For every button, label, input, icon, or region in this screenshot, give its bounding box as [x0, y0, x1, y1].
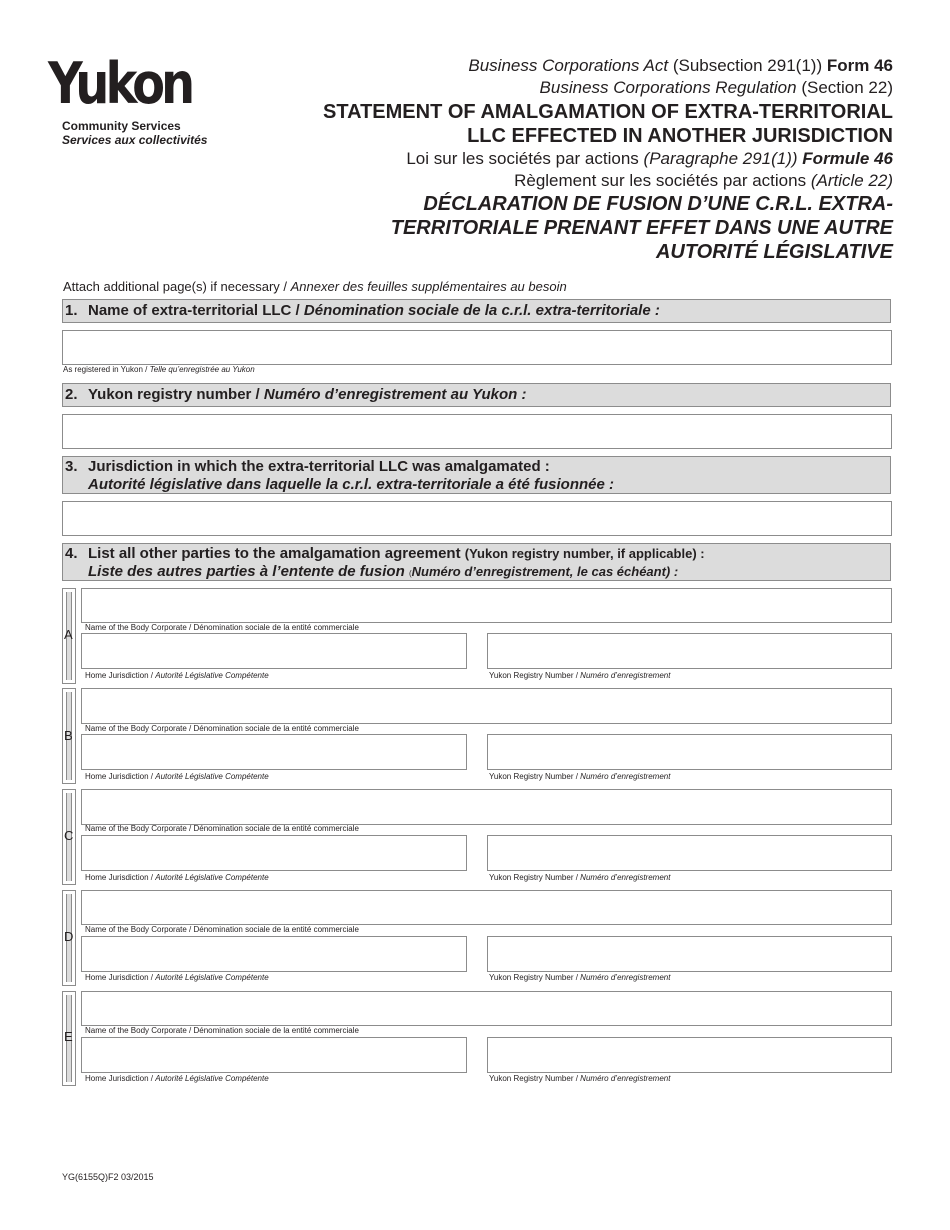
party-b-registry-hint: Yukon Registry Number / Numéro d’enregistrement — [489, 772, 671, 781]
logo-department-en: Community Services — [62, 119, 181, 133]
party-b-letter: B — [64, 728, 73, 743]
party-a-name-field[interactable] — [81, 588, 892, 623]
yukon-registry-number-field[interactable] — [62, 414, 892, 449]
party-c-letter: C — [64, 828, 74, 843]
party-d-jurisdiction-hint: Home Jurisdiction / Autorité Législative Compétente — [85, 973, 269, 982]
party-e-registry-hint: Yukon Registry Number / Numéro d’enregistrement — [489, 1074, 671, 1083]
party-d-letter: D — [64, 929, 74, 944]
party-e-name-hint: Name of the Body Corporate / Dénomination sociale de la entité commerciale — [85, 1026, 359, 1035]
party-b-jurisdiction-hint: Home Jurisdiction / Autorité Législative Compétente — [85, 772, 269, 781]
party-a-jurisdiction-hint: Home Jurisdiction / Autorité Législative Compétente — [85, 671, 269, 680]
header-regulation-fr: Règlement sur les sociétés par actions (Article 22) — [514, 171, 893, 190]
party-b-registry-field[interactable] — [487, 734, 892, 770]
form-number-en: Form 46 — [826, 56, 893, 75]
logo-wordmark: Yukon — [48, 51, 192, 118]
party-e-name-field[interactable] — [81, 991, 892, 1026]
party-c-name-field[interactable] — [81, 789, 892, 825]
party-c-jurisdiction-field[interactable] — [81, 835, 467, 871]
party-a-jurisdiction-field[interactable] — [81, 633, 467, 669]
llc-name-hint: As registered in Yukon / Telle qu’enregistrée au Yukon — [63, 365, 255, 374]
llc-name-field[interactable] — [62, 330, 892, 365]
party-b-name-hint: Name of the Body Corporate / Dénomination sociale de la entité commerciale — [85, 724, 359, 733]
form-code: YG(6155Q)F2 03/2015 — [62, 1172, 154, 1182]
header-act-en: Business Corporations Act (Subsection 291(1)) Form 46 — [468, 56, 893, 75]
logo-department-fr: Services aux collectivités — [62, 133, 208, 147]
party-c-name-hint: Name of the Body Corporate / Dénomination sociale de la entité commerciale — [85, 824, 359, 833]
party-a-registry-hint: Yukon Registry Number / Numéro d’enregistrement — [489, 671, 671, 680]
header-act-fr: Loi sur les sociétés par actions (Paragraphe 291(1)) Formule 46 — [406, 149, 893, 168]
section-1-header: 1. Name of extra-territorial LLC / Dénomination sociale de la c.r.l. extra-territoriale : — [62, 299, 891, 323]
party-d-name-field[interactable] — [81, 890, 892, 925]
party-a-name-hint: Name of the Body Corporate / Dénomination sociale de la entité commerciale — [85, 623, 359, 632]
form-number-fr: Formule 46 — [802, 149, 893, 168]
yukon-logo — [48, 51, 218, 151]
party-e-letter: E — [64, 1029, 73, 1044]
attach-note: Attach additional page(s) if necessary / Annexer des feuilles supplémentaires au besoin — [63, 279, 567, 294]
party-d-name-hint: Name of the Body Corporate / Dénomination sociale de la entité commerciale — [85, 925, 359, 934]
party-e-jurisdiction-hint: Home Jurisdiction / Autorité Législative Compétente — [85, 1074, 269, 1083]
section-3-header: 3. Jurisdiction in which the extra-territorial LLC was amalgamated : Autorité législative dans laquelle la c.r.l. extra-territoriale a été fusionnée : — [62, 456, 891, 494]
party-d-registry-field[interactable] — [487, 936, 892, 972]
form-title-en: STATEMENT OF AMALGAMATION OF EXTRA-TERRITORIAL LLC EFFECTED IN ANOTHER JURISDICTION — [323, 101, 893, 147]
section-2-header: 2. Yukon registry number / Numéro d’enregistrement au Yukon : — [62, 383, 891, 407]
party-a-registry-field[interactable] — [487, 633, 892, 669]
section-4-header: 4. List all other parties to the amalgamation agreement (Yukon registry number, if applicable) : Liste des autres parties à l’entente de fusion (Numéro d’enregistrement, le cas échéant) : — [62, 543, 891, 581]
header-regulation-en: Business Corporations Regulation (Section 22) — [539, 78, 893, 97]
party-c-registry-hint: Yukon Registry Number / Numéro d’enregistrement — [489, 873, 671, 882]
party-b-jurisdiction-field[interactable] — [81, 734, 467, 770]
party-a-letter: A — [64, 627, 73, 642]
party-c-registry-field[interactable] — [487, 835, 892, 871]
jurisdiction-field[interactable] — [62, 501, 892, 536]
party-c-jurisdiction-hint: Home Jurisdiction / Autorité Législative Compétente — [85, 873, 269, 882]
party-e-registry-field[interactable] — [487, 1037, 892, 1073]
party-d-registry-hint: Yukon Registry Number / Numéro d’enregistrement — [489, 973, 671, 982]
form-title-fr: DÉCLARATION DE FUSION D’UNE C.R.L. EXTRA- TERRITORIALE PRENANT EFFET DANS UNE AUTRE AUTORITÉ LÉGISLATIVE — [390, 193, 893, 263]
party-d-jurisdiction-field[interactable] — [81, 936, 467, 972]
party-b-name-field[interactable] — [81, 688, 892, 724]
party-e-jurisdiction-field[interactable] — [81, 1037, 467, 1073]
